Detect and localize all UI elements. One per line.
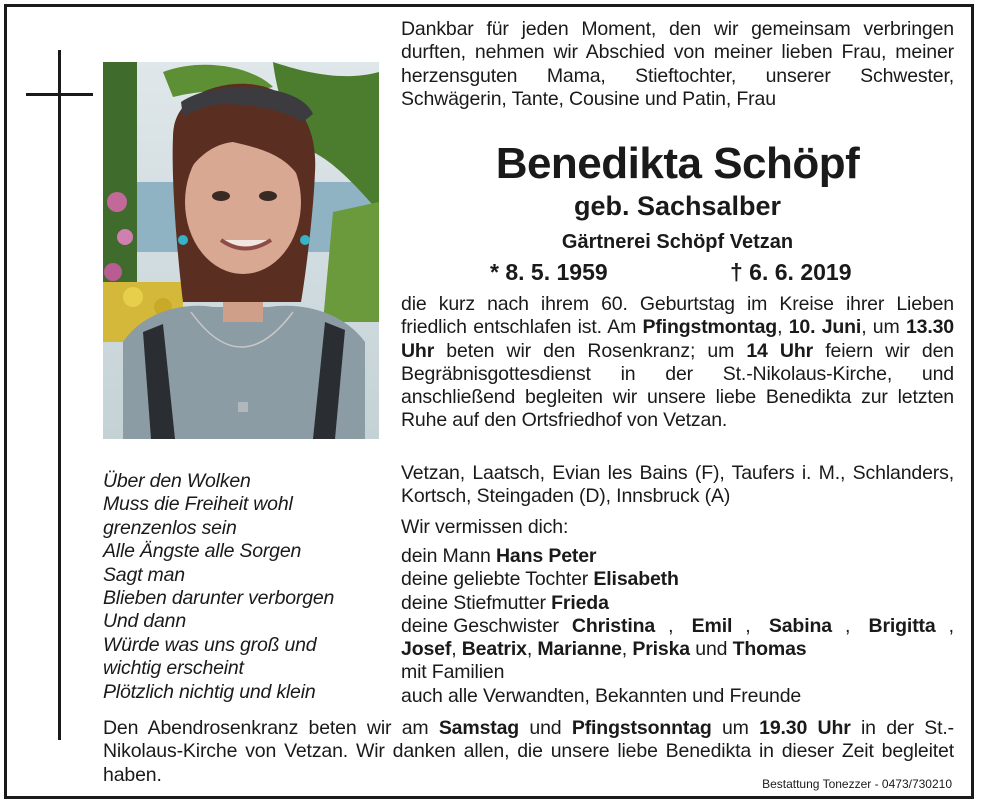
bold-text: Frieda xyxy=(551,591,609,614)
poem xyxy=(103,470,393,704)
text: , xyxy=(948,614,954,637)
funeral-details xyxy=(401,293,954,433)
bold-text: Elisabeth xyxy=(593,568,679,591)
text: und xyxy=(519,717,572,739)
undertaker-credit: Bestattung Tonezzer - 0473/730210 xyxy=(762,777,952,791)
text: beten wir den Rosenkranz; um xyxy=(434,339,747,362)
text: , xyxy=(745,614,756,637)
bold-text: 19.30 Uhr xyxy=(759,717,851,739)
bold-text: 10. Juni xyxy=(788,316,862,339)
poem-line: Alle Ängste alle Sorgen xyxy=(103,540,302,563)
birth-name: geb. Sachsalber xyxy=(573,191,782,221)
cross-bar xyxy=(26,93,93,96)
bold-text: Marianne xyxy=(537,638,622,661)
intro-text: Dankbar für jeden Moment, den wir gemeinsam verbringen durften, nehmen wir Abschied von meiner lieben Frau, meiner herzensguten Mama, Stieftochter, unserer Schwester, Schwägerin, Tante, Cousine und Patin, Frau xyxy=(401,18,954,110)
family-line: mit Familien xyxy=(401,661,505,684)
text: und xyxy=(690,638,733,661)
death-date: † 6. 6. 2019 xyxy=(730,259,852,285)
text: feiern wir den Begräbnisgottesdienst in der St.-Nikolaus-Kirche, und anschließend begleiten wir unsere liebe Benedikta zur letzten Ruhe auf den Ortsfriedhof von Vetzan. xyxy=(401,339,954,432)
bold-text: 13.30 Uhr xyxy=(401,316,954,362)
bold-text: Beatrix xyxy=(461,638,527,661)
text: um xyxy=(711,717,760,739)
family-list xyxy=(401,545,954,708)
family-line xyxy=(401,545,954,568)
poem-line: Muss die Freiheit wohl xyxy=(103,493,293,516)
text: deine Stiefmutter xyxy=(401,591,552,614)
poem-line: Blieben darunter verborgen xyxy=(103,587,335,610)
bold-text: Pfingstsonntag xyxy=(571,717,712,739)
bold-text: Brigitta xyxy=(868,614,936,637)
text: , xyxy=(526,638,538,661)
birth-date: * 8. 5. 1959 xyxy=(490,259,608,285)
family-line xyxy=(401,638,954,661)
text: dein Mann xyxy=(401,545,496,567)
cross-icon xyxy=(58,50,61,740)
places: Vetzan, Laatsch, Evian les Bains (F), Taufers i. M., Schlanders, Kortsch, Steingaden (D), Innsbruck (A) xyxy=(401,462,954,508)
miss-line: Wir vermissen dich: xyxy=(401,516,569,538)
family-line xyxy=(401,568,954,591)
bold-text: Josef xyxy=(401,638,452,661)
text: Den Abendrosenkranz beten wir am xyxy=(103,717,439,739)
bold-text: Sabina xyxy=(768,614,832,637)
text: , xyxy=(621,638,633,661)
text: , xyxy=(777,316,789,339)
text: deine geliebte Tochter xyxy=(401,568,594,591)
text: , um xyxy=(861,316,906,339)
bold-text: Samstag xyxy=(438,717,520,739)
bold-text: Thomas xyxy=(732,638,807,661)
poem-line: Sagt man xyxy=(103,563,185,586)
text: in der St.-Nikolaus-Kirche von Vetzan. Wir danken allen, die unsere liebe Benedikta in dieser Zeit begleitet haben. xyxy=(103,717,955,786)
bold-text: Christina xyxy=(571,614,656,637)
text: , xyxy=(451,638,462,661)
text: deine Geschwister xyxy=(401,614,559,637)
family-line xyxy=(401,592,954,615)
bold-text: Priska xyxy=(632,638,690,661)
family-line: auch alle Verwandten, Bekannten und Freunde xyxy=(401,684,802,707)
family-line xyxy=(401,615,954,638)
bold-text: Pfingstmontag xyxy=(642,316,778,339)
text: , xyxy=(668,614,679,637)
bold-text: Hans Peter xyxy=(495,545,597,567)
text: , xyxy=(844,614,856,637)
business-name: Gärtnerei Schöpf Vetzan xyxy=(561,231,794,253)
deceased-name: Benedikta Schöpf xyxy=(495,139,860,188)
poem-line: grenzenlos sein xyxy=(103,516,237,539)
poem-line: wichtig erscheint xyxy=(103,657,244,680)
bold-text: 14 Uhr xyxy=(746,339,814,362)
poem-line: Würde was uns groß und xyxy=(103,633,317,656)
text: die kurz nach ihrem 60. Geburtstag im Kreise ihrer Lieben friedlich entschlafen ist. Am xyxy=(401,293,954,339)
poem-line: Über den Wolken xyxy=(103,470,251,492)
poem-line: Plötzlich nichtig und klein xyxy=(103,680,316,703)
bold-text: Emil xyxy=(691,614,733,637)
portrait-photo xyxy=(103,62,379,439)
poem-line: Und dann xyxy=(103,610,186,633)
